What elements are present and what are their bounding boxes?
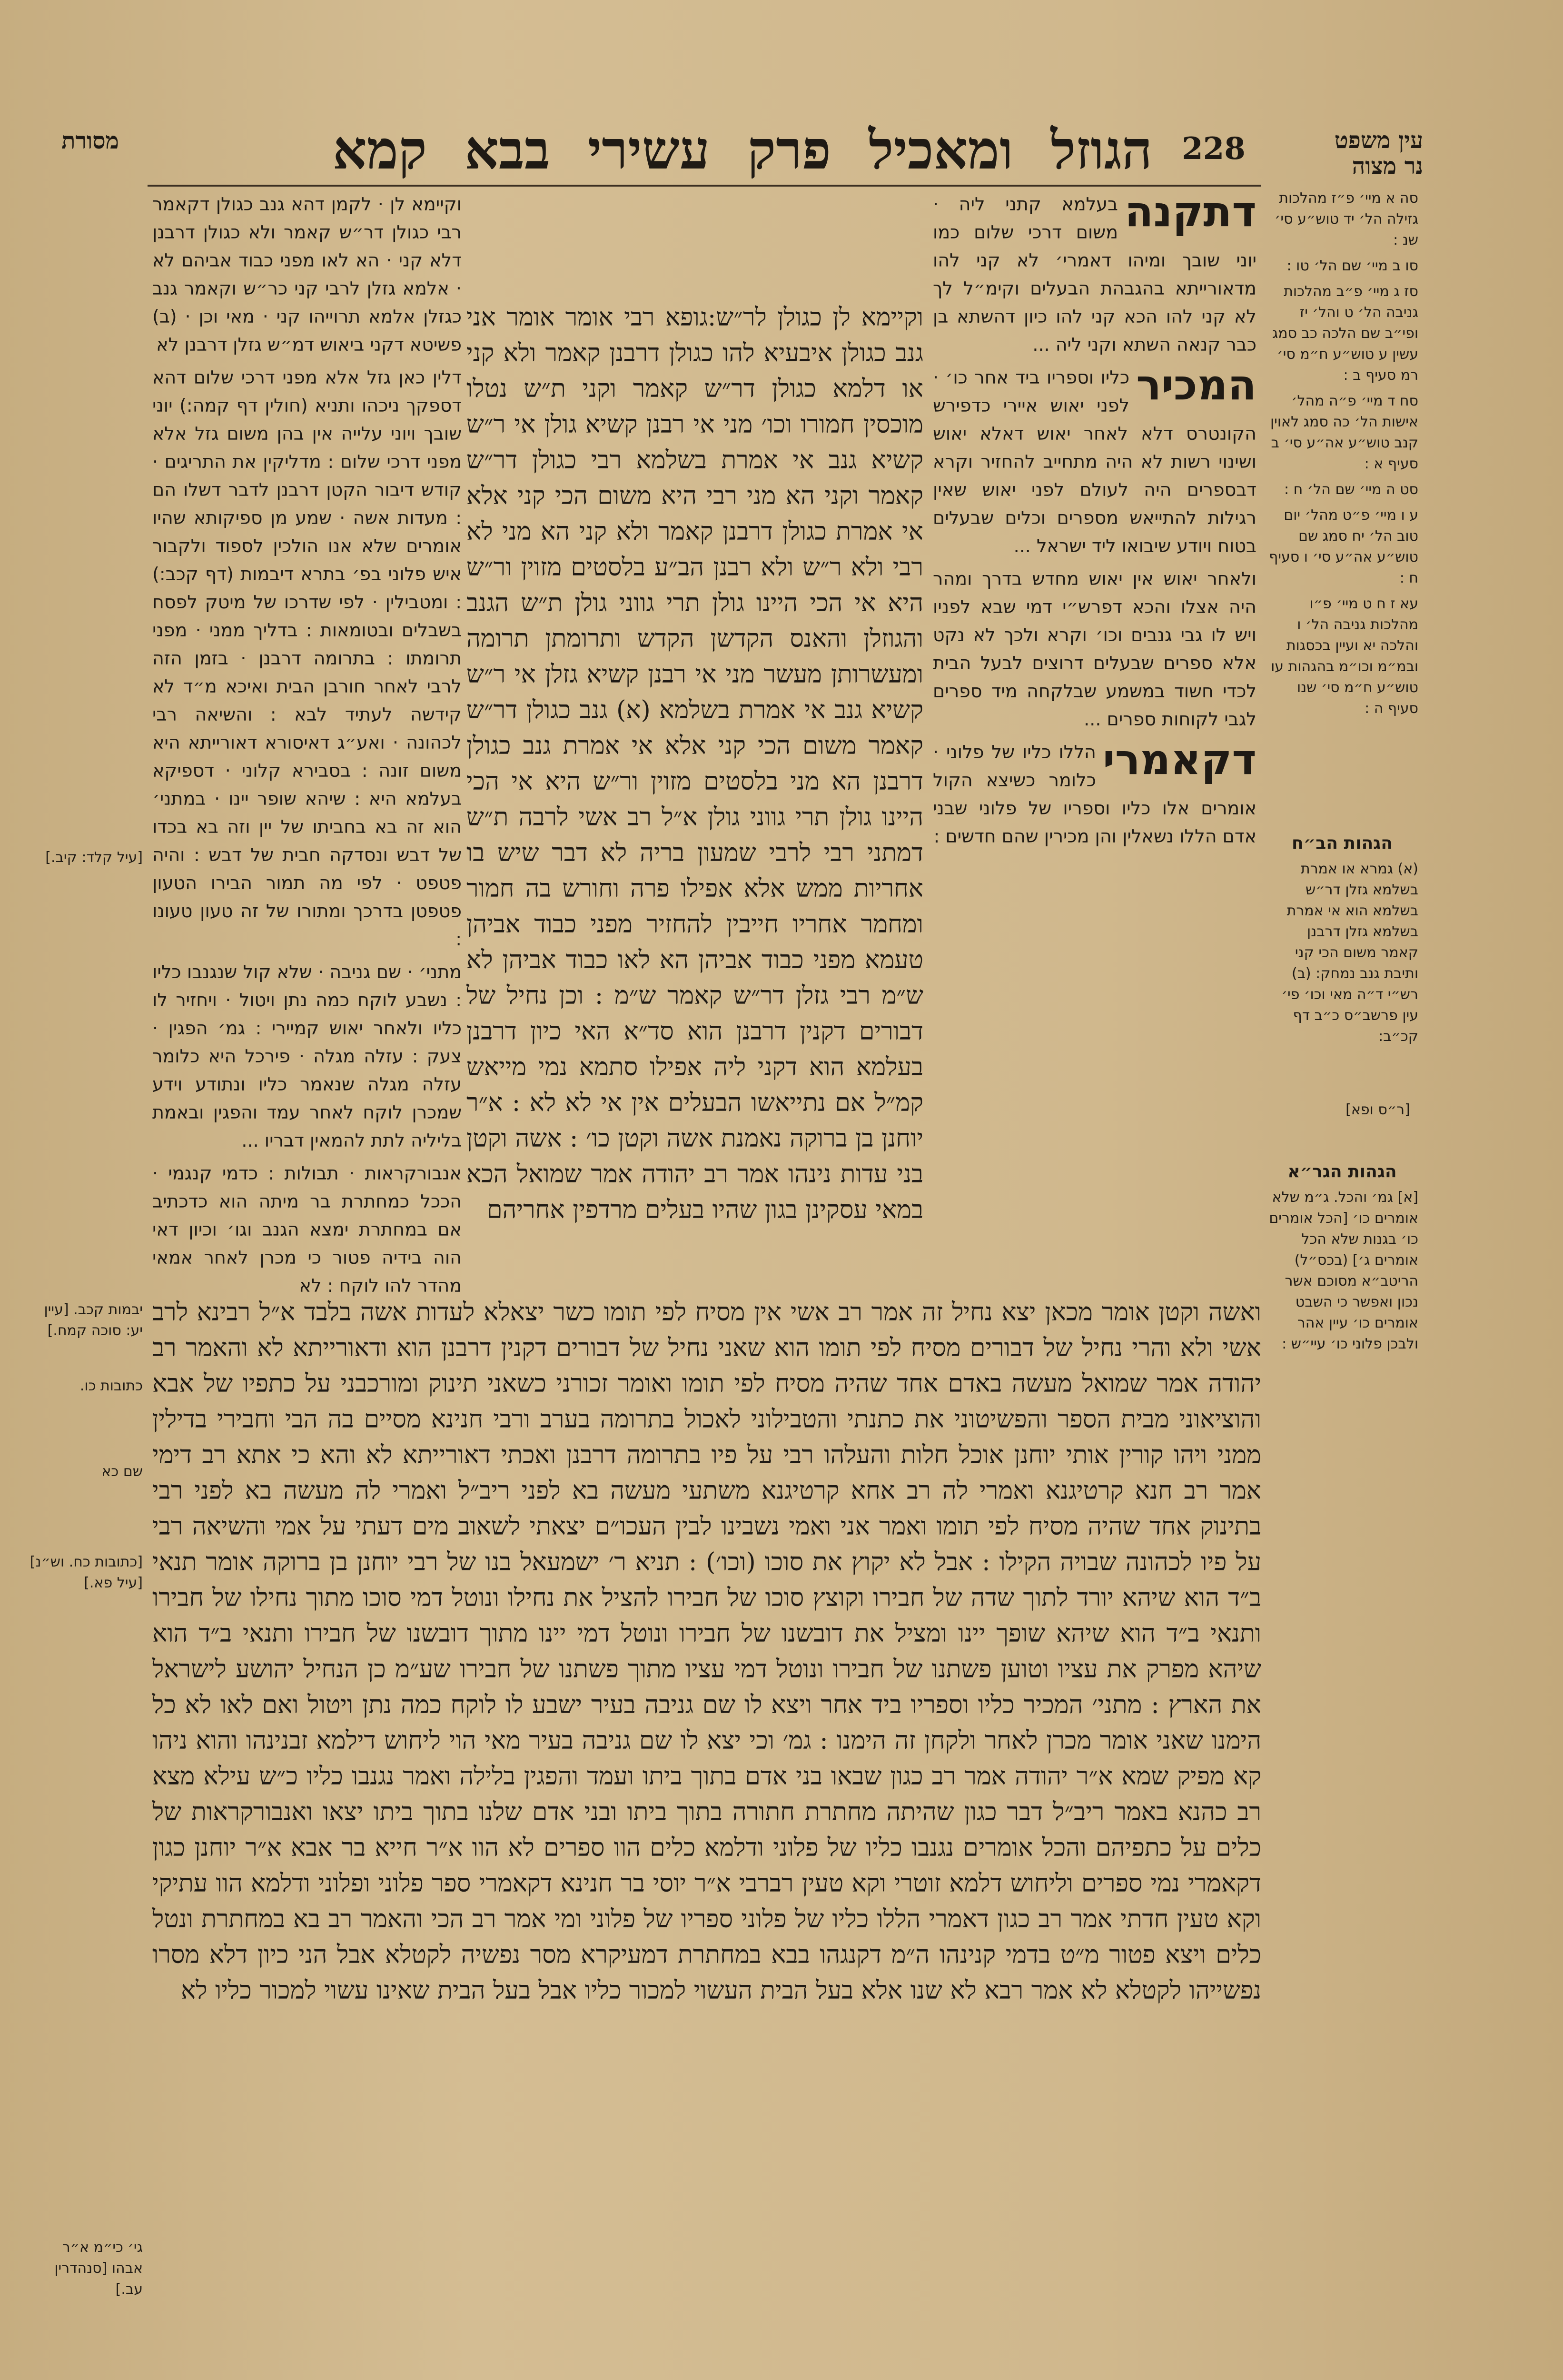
mesoret-ref: יבמות קכב. [עיין יע: סוכה קמח.] xyxy=(44,1301,143,1339)
rashi-column xyxy=(152,190,462,1352)
tosafot-column xyxy=(933,190,1256,1361)
hagahot-bach xyxy=(1266,833,1418,1081)
ein-mishpat-entry: עא ז ח ט מיי׳ פ״ו מהלכות גניבה הל׳ ו והלכה יא ועיין בכסגות ובמ״מ וכו״מ בהגהות עו טוש״ע ח״מ סי׳ שנו סעיף ה : xyxy=(1271,595,1418,717)
tosafot-heading: המכיר xyxy=(1136,360,1256,409)
mesoret-ref: שם כא xyxy=(101,1463,143,1480)
ein-mishpat-entry: סו ב מיי׳ שם הל׳ טו : xyxy=(1286,258,1418,274)
gemara-upper-text: וקיימא לן כגולן לר״ש:גופא רבי אומר אומר אני גנב כגולן איבעיא להו כגולן דרבנן קאמר ולא קני או דלמא כגולן דר״ש קאמר וקני ת״ש נטלו מוכסין חמורו וכו׳ מני אי רבנן קשיא גולן אי ר״ש קשיא גנב אי אמרת בשלמא רבי כגולן דר״ש קאמר וקני הא מני רבי היא משום הכי קני אלא אי אמרת כגולן דרבנן קאמר ולא קני הא מני לא רבי ולא ר״ש ולא רבנן הב״ע בלסטים מזוין ור״ש היא אי הכי היינו גולן תרי גווני גולן ת״ש הגנב והגוזלן והאנס הקדשן הקדש ותרומתן תרומה ומעשרותן מעשר מני אי רבנן קשיא גזלן אי ר״ש קשיא גנב אי אמרת בשלמא (א) גנב כגולן דר״ש קאמר משום הכי קני אלא אי אמרת גנב כגולן דרבנן הא מני בלסטים מזוין ור״ש היא אי הכי היינו גולן תרי גווני גולן א״ל רב אשי לרבה ת״ש דמתני רבי לרבי שמעון בריה לא דבר שיש בו אחריות ממש אלא אפילו פרה וחורש בה חמור ומחמר אחריו חייבין להחזיר מפני כבוד אביהן טעמא מפני כבוד אביהן הא לאו כבוד אביהן לא ש״מ רבי גזלן דר״ש קאמר ש״מ : וכן נחיל של דבורים דקנין דרבנן הוא סד״א האי כיון דרבנן בעלמא הוא דקני ליה אפילו סתמא נמי מייאש קמ״ל אם נתייאשו הבעלים אין אי לא לא : א״ר יוחנן בן ברוקה נאמנת אשה וקטן כו׳ : אשה וקטן בני עדות נינהו אמר רב יהודה אמר שמואל הכא במאי עסקינן בגון שהיו בעלים מרדפין אחריהם xyxy=(466,303,923,1224)
hagahot-hagra-text: [א] גמ׳ והכל. ג״מ שלא אומרים כו׳ [הכל אומרים כו׳ בגנות שלא הכל אומרים ג׳] (בכס״ל) הריטב״א מסוכם אשר נכון ואפשר כי השבט אומרים כו׳ עיין אהר ולבכן פלוני כו׳ עיי״ש : xyxy=(1269,1189,1418,1352)
hagahot-hagra xyxy=(1266,1161,1418,1409)
ein-mishpat-column xyxy=(1266,188,1418,774)
page-number: 228 xyxy=(1182,131,1246,167)
mesoret-label: מסורת xyxy=(61,128,119,154)
ein-mishpat-entry: סז ג מיי׳ פ״ב מהלכות גניבה הל׳ ט והל׳ יז ופי״ב שם הלכה כב סמג עשין ע טוש״ע ח״מ סי׳ רמ סעיף ב : xyxy=(1272,283,1418,384)
ein-mishpat-entry: סה א מיי׳ פ״ז מהלכות גזילה הל׳ יד טוש״ע סי׳ שנ : xyxy=(1274,190,1418,248)
boxed-note: [ר״ס ופא] xyxy=(1345,1101,1410,1118)
tosafot-dibbur xyxy=(933,190,1256,359)
ein-mishpat-label xyxy=(1271,128,1423,189)
rashi-dibbur: מתני׳ · שם גניבה · שלא קול שנגנבו כליו : נשבע לוקח כמה נתן ויטול · ויחזיר לו כליו ולאחר יאוש קמיירי : גמ׳ הפגין · צעק : עזלה מגלה · פירכל היא כלומר עזלה מגלה שנאמר כליו ונתודע וידע שמכרן לוקח לאחר עמד והפגין ובאמת בליליה לתת להמאין דבריו ... xyxy=(152,962,462,1151)
gemara-lower-text: ואשה וקטן אומר מכאן יצא נחיל זה אמר רב אשי אין מסיח לפי תומו כשר יצאלא לעדות אשה בלבד א״ל רבינא לרב אשי ולא והרי נחיל של דבורים מסיח לפי תומו הוא שאני נחיל של דבורים דקנין דרבנן הוא ודאורייתא לא והאמר רב יהודה אמר שמואל מעשה באדם אחד שהיה מסיח לפי תומו ואומר זכורני כשאני תינוק ומורכבני על כתפיו של אבא והוציאוני מבית הספר והפשיטוני את כתנתי והטבילוני לאכול בתרומה בערב ורבי חנינא מסיים בה הבי וחבירי בדילין ממני ויהו קורין אותי יוחנן אוכל חלות והעלהו רבי על פיו בתרומה דרבנן ואכתי דאורייתא לא והא כי אתא רב דימי אמר רב חנא קרטיגנא ואמרי לה רב אחא קרטיגנא משתעי מעשה בא לפני ריב״ל ואמרי לה מעשה בא לפני רבי בתינוק אחד שהיה מסיח לפי תומו ואמר אני ואמי נשבינו לבין העכו״ם יצאתי לשאוב מים דעתי על אמי והשיאה רבי על פיו לכהונה שבויה הקילו : אבל לא יקוץ את סוכו (וכו׳) : תניא ר׳ ישמעאל בנו של רבי יוחנן בן ברוקה אומר תנאי ב״ד הוא שיהא יורד לתוך שדה של חבירו וקוצץ סוכו של חבירו להציל את נחילו ונוטל דמי סוכו מתוך נחילו של חבירו ותנאי ב״ד הוא שיהא שופך יינו ומציל את דובשנו של חבירו ונוטל דמי יינו מתוך דובשנו של חבירו ותנאי ב״ד הוא שיהא מפרק את עציו וטוען פשתנו של חבירו ונוטל דמי עציו מתוך פשתנו של חבירו שע״מ כן הנחיל יהושע לישראל את הארץ : מתני׳ המכיר כליו וספריו ביד אחר ויצא לו שם גניבה בעיר ישבע לו לוקח כמה נתן ויטול ואם לאו לא כל הימנו שאני אומר מכרן לאחר ולקחן זה הימנו : גמ׳ וכי יצא לו שם גניבה בעיר מאי הוי ליחוש דילמא זבנינהו והוא ניהו קא מפיק שמא א״ר יהודה אמר רב כגון שבאו בני אדם בתוך ביתו ועמד והפגין בלילה ואמר נגנבו כליו כ״ש עילא מצא רב כהנא באמר ריב״ל דבר כגון שהיתה מחתרת חתורה בתוך ביתו ובני אדם שלנו בתוך ביתו יצאו ואנבורקראות של כלים על כתפיהם והכל אומרים נגנבו כליו של פלוני ודלמא כלים הוו ספרים לא הוו א״ר חייא בר אבא א״ר יוחנן כגון דקאמרי נמי ספרים וליחוש דלמא זוטרי וקא טעין רברבי א״ר יוסי בר חנינא דקאמרי ספר פלוני ופלוני ודלמא הוו עתיקי וקא טעין חדתי אמר רב כגון דאמרי הללו כליו של פלוני ספריו של פלוני ומי אמר רב הכי והאמר רב בא במחתרת ונטל כלים ויצא פטור מ״ט בדמי קנינהו ה״מ דקנגהו בבא במחתרת דמעיקרא מסר נפשיה לקטלא אבל הני כיון דלא מסרו נפשייהו לקטלא לא אמר רבא לא שנו אלא בעל הבית העשוי למכור כליו אבל בעל הבית שאינו עשוי למכור כליו לא xyxy=(152,1298,1261,2005)
tosafot-heading: דתקנה xyxy=(1125,190,1256,236)
mesoret-ref: [עיל קלד: קיב.] xyxy=(45,849,143,866)
ein-mishpat-entry: סט ה מיי׳ שם הל׳ ח : xyxy=(1284,481,1418,498)
rashi-dibbur: דלין כאן גזל אלא מפני דרכי שלום דהא דספקך ניכהו ותניא (חולין דף קמה:) יוני שובך ויוני עלייה אין בהן משום גזל אלא מפני דרכי שלום : מדליקין את התריגים · קודש דיבור הקטן דרבנן לדבר דשלו הם : מעדות אשה · שמע מן ספיקותא שהיו אומרים שלא אנו הולכין לספוד ולקבור איש פלוני בפ׳ בתרא דיבמות (דף קכב:) : ומטבילין · לפי שדרכו של מיטק לפסח בשבלים ובטומאות : בדליך ממני · מפני תרומתו : בתרומה דרבנן · בזמן הזה לרבי לאחר חורבן הבית ואיכא מ״ד לא קידשה לעתיד לבא : והשיאה רבי לכהונה · ואע״ג דאיסורא דאורייתא היא משום זונה : בסבירא קלוני · דספיקא בעלמא היא : שיהא שופר יינו · במתני׳ הוא זה בא בחביתו של יין וזה בא בכדו של דבש ונסדקה חבית של דבש : והיה פטפט · לפי מה תמור הבירו הטעון פטפטן בדרכך ומתורו של זה טעון טעונו : xyxy=(152,367,462,950)
mesoret-ref: גי׳ כי״מ א״ר אבהו [סנהדרין עב.] xyxy=(54,2239,143,2298)
tosafot-text: בעלמא קתני ליה · משום דרכי שלום כמו יוני שובך ומיהו דאמרי׳ לא קני להו מדאורייתא בהגבהת הבעלים וקימ״ל לך לא קני להו הכא קני להו כיון דהשתא בן כבר קנאה השתא וקני ליה ... xyxy=(933,194,1256,355)
ein-mishpat-entry: ע ו מיי׳ פ״ט מהל׳ יום טוב הל׳ יח סמג שם טוש״ע אה״ע סי׳ ו סעיף ח : xyxy=(1269,507,1418,586)
tosafot-dibbur xyxy=(933,360,1256,560)
tosafot-dibbur xyxy=(933,735,1256,851)
ner-mitzvah-title: נר מצוה xyxy=(1352,153,1423,179)
ein-mishpat-title: עין משפט xyxy=(1334,127,1423,154)
hagahot-bach-text: (א) גמרא או אמרת בשלמא גזלן דר״ש בשלמא הוא אי אמרת בשלמא גזלן דרבנן קאמר משום הכי קני ותיבת גנב נמחק: (ב) רש״י ד״ה מאי וכו׳ פי׳ עין פרשב״ס כ״ב דף קכ״ב: xyxy=(1281,861,1418,1045)
running-title: הגוזל ומאכיל פרק עשירי בבא קמא xyxy=(332,119,1153,181)
tosafot-heading: דקאמרי xyxy=(1102,735,1256,784)
tosafot-text: הללו כליו של פלוני · כלומר כשיצא הקול אומרים אלו כליו וספריו של פלוני שבני אדם הללו נשאלין והן מכירין שהם חדשים : xyxy=(933,742,1256,847)
hagahot-bach-title: הגהות הב״ח xyxy=(1291,833,1393,853)
ein-mishpat-entry: סח ד מיי׳ פ״ה מהל׳ אישות הל׳ כה סמג לאוין קנב טוש״ע אה״ע סי׳ ב סעיף א : xyxy=(1270,393,1418,472)
header-rule xyxy=(148,185,1261,187)
hagahot-hagra-title: הגהות הגר״א xyxy=(1287,1162,1397,1181)
mesoret-ref: [כתובות כח. וש״נ] [עיל פא.] xyxy=(30,1554,143,1591)
rashi-dibbur: אנבורקראות · תבולות : כדמי קנגמי · הככל כמחתרת בר מיתה הוא כדכתיב אם במחתרת ימצא הגנב וגו׳ וכיון דאי הוה בידיה פטור כי מכרן לאחר אמאי מהדר להו לוקח : לא xyxy=(152,1163,462,1296)
rashi-dibbur: וקיימא לן · לקמן דהא גנב כגולן דקאמר רבי כגולן דר״ש קאמר ולא כגולן דרבנן דלא קני · הא לאו מפני כבוד אביהם לא · אלמא גזלן לרבי קני כר״ש וקאמר גנב כגזלן אלמא תרוייהו קני · מאי וכן · (ב) פשיטא דקני ביאוש דמ״ש גזלן דרבנן לא xyxy=(152,194,462,355)
mesoret-ref: כתובות כו. xyxy=(79,1378,143,1394)
tosafot-text: כליו וספריו ביד אחר כו׳ · לפני יאוש איירי כדפירש הקונטרס דלא לאחר יאוש דאלא יאוש ושינוי רשות לא היה מתחייב להחזיר וקרא דבספרים היה לעולם לפני יאוש שאין רגילות להתייאש מספרים וכלים שבעלים בטוח ויודע שיבואו ליד ישראל ... xyxy=(933,367,1256,556)
tosafot-text: ולאחר יאוש אין יאוש מחדש בדרך ומהר היה אצלו והכא דפרש״י דמי שבא לפניו ויש לו גבי גנבים וכו׳ וקרא ולכך לא נקט אלא ספרים שבעלים דרוצים לבעל הבית לכדי חשוד במשמע שבלקחה מיד ספרים לגבי לקוחות ספרים ... xyxy=(933,568,1256,730)
